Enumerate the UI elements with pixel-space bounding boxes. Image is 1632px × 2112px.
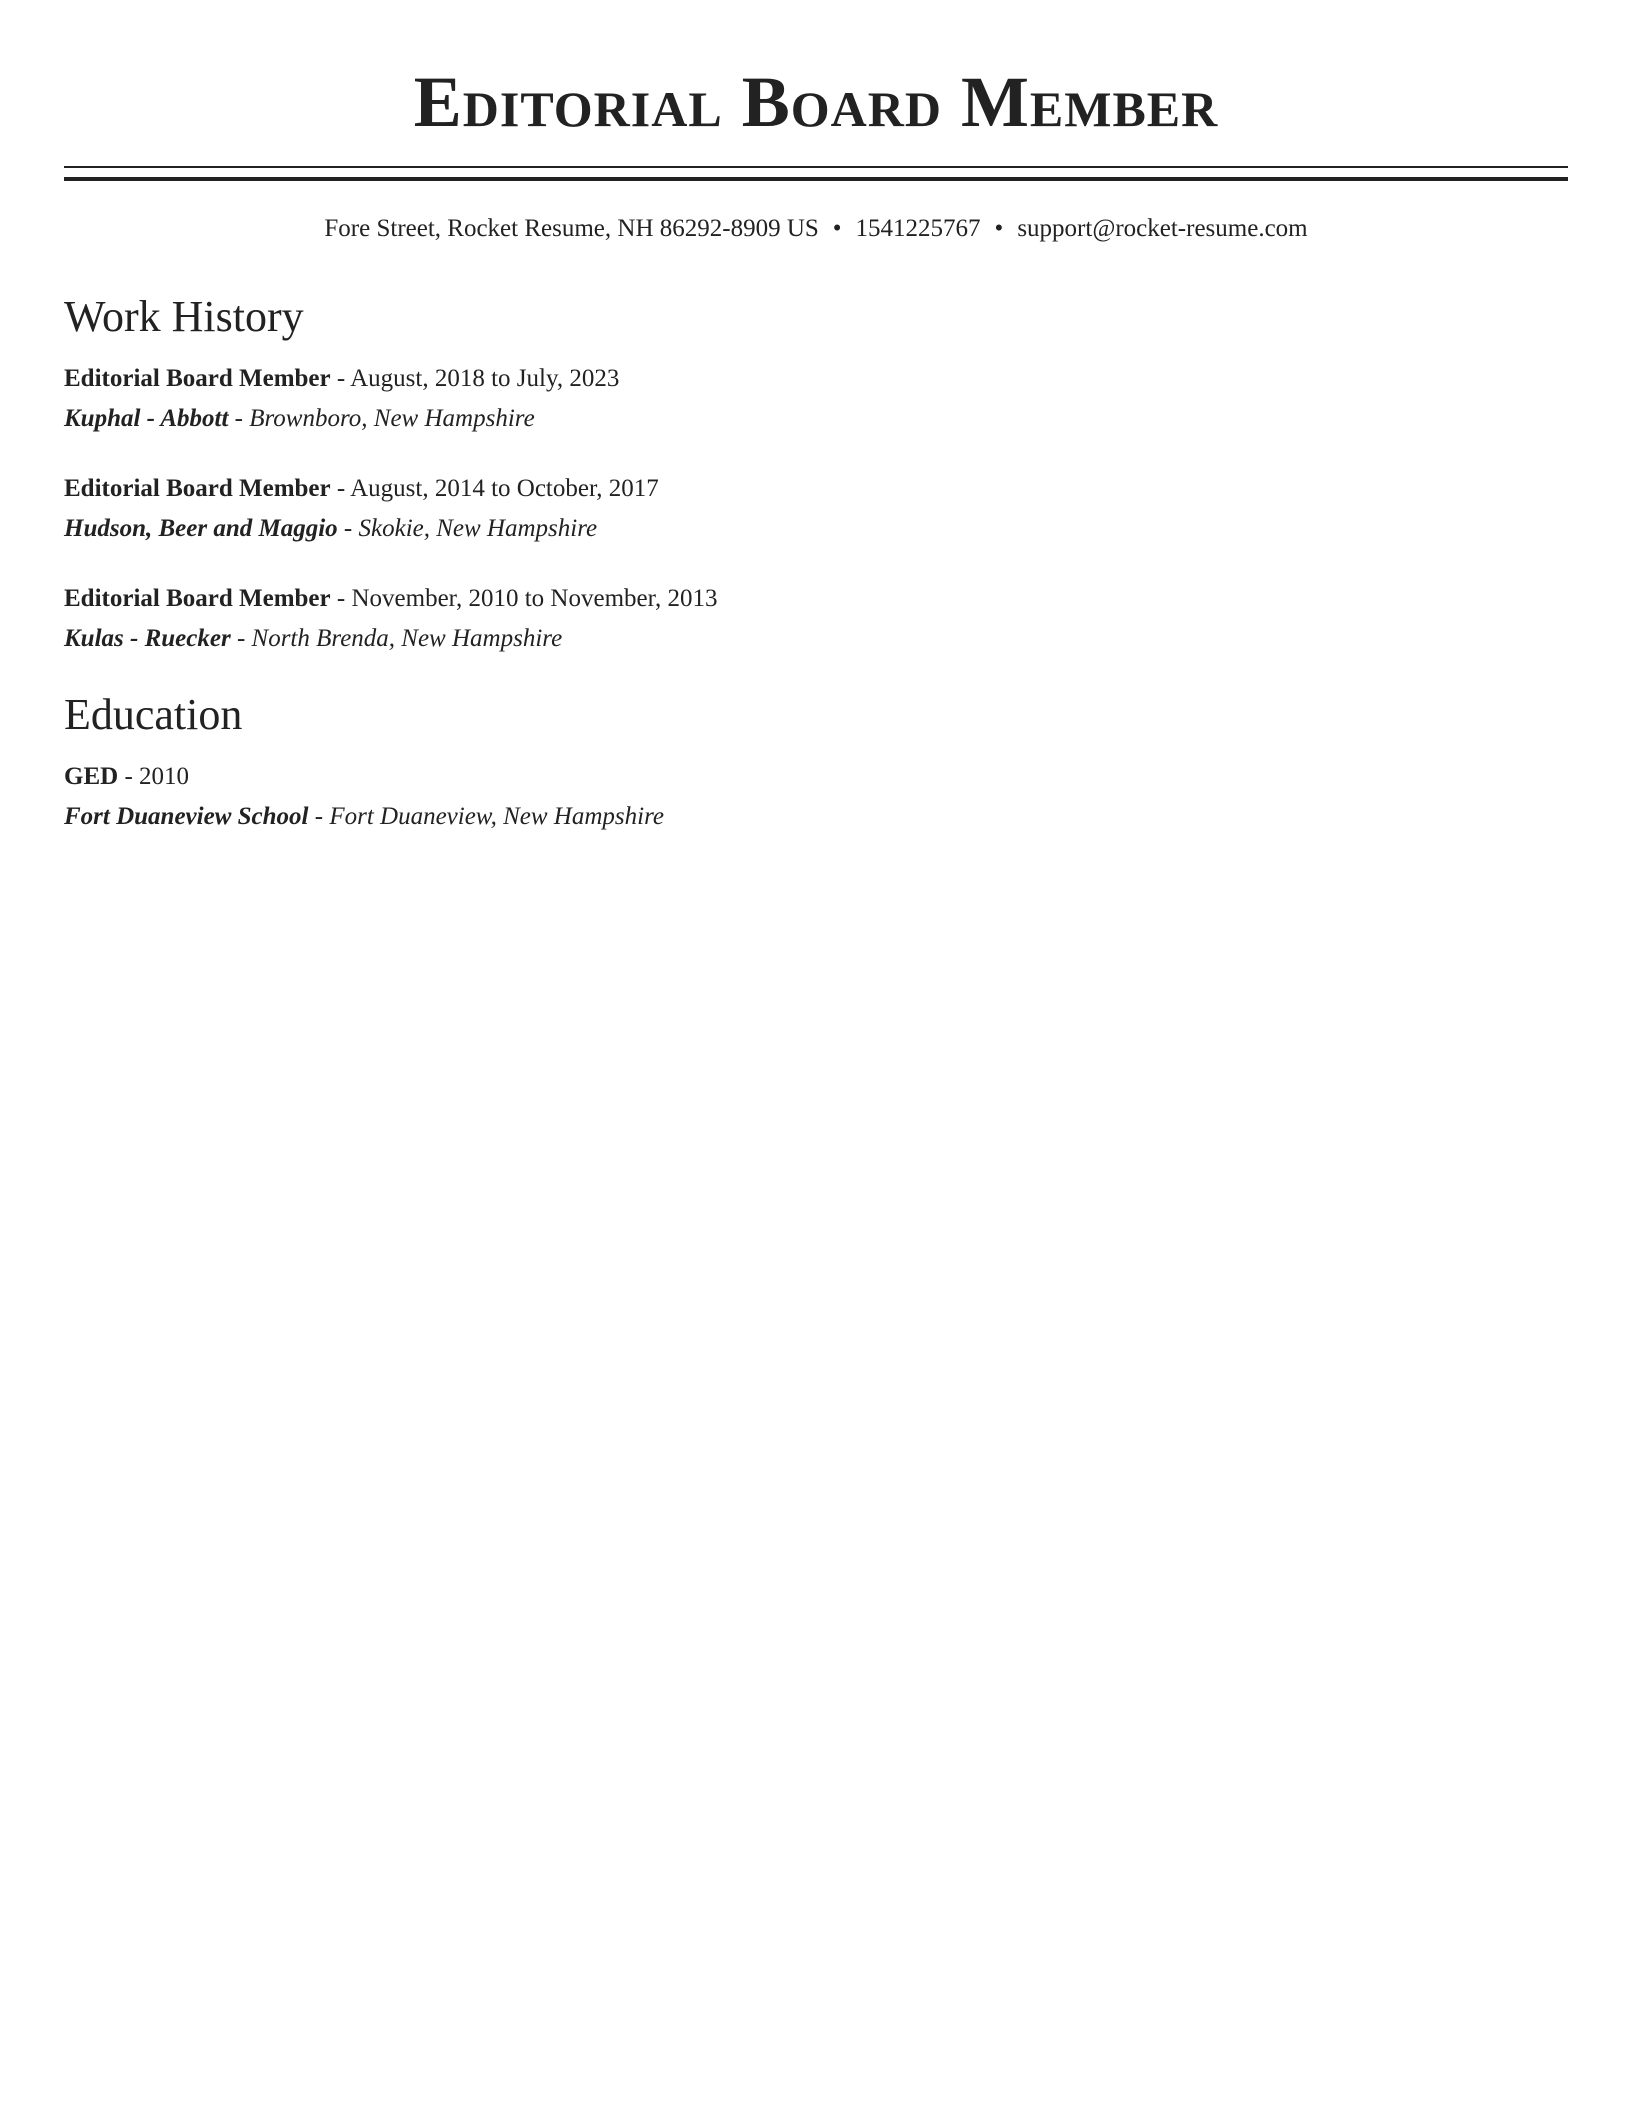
education-entry <box>64 757 1568 837</box>
work-entry-title-line <box>64 359 1568 399</box>
school-name: Fort Duaneview School <box>64 803 309 830</box>
school-location: Fort Duaneview, New Hampshire <box>329 803 664 830</box>
work-entry-org-line <box>64 619 1568 659</box>
dash: - <box>124 763 133 790</box>
contact-address: Fore Street, Rocket Resume, NH 86292-8909 US <box>324 215 819 242</box>
resume-title: Editorial Board Member <box>413 62 1219 142</box>
job-role: Editorial Board Member <box>64 365 331 392</box>
work-entry-org-line <box>64 399 1568 439</box>
dash: - <box>236 625 246 652</box>
company-name: Kulas - Ruecker <box>64 625 231 652</box>
dash: - <box>336 585 346 612</box>
dash: - <box>234 405 243 432</box>
work-entry <box>64 469 1568 549</box>
company-location: Skokie, New Hampshire <box>358 515 598 542</box>
education-entry-school-line <box>64 797 1568 837</box>
job-dates: August, 2018 to July, 2023 <box>350 365 620 392</box>
dash: - <box>336 475 346 502</box>
contact-separator: • <box>994 215 1004 242</box>
graduation-year: 2010 <box>139 763 190 790</box>
title-double-rule <box>64 166 1568 181</box>
contact-email: support@rocket-resume.com <box>1017 215 1308 242</box>
work-entry-org-line <box>64 509 1568 549</box>
contact-separator: • <box>832 215 842 242</box>
job-dates: August, 2014 to October, 2017 <box>350 475 659 502</box>
work-entry-title-line <box>64 579 1568 619</box>
contact-phone: 1541225767 <box>855 215 981 242</box>
work-entry-title-line <box>64 469 1568 509</box>
degree: GED <box>64 763 119 790</box>
company-name: Kuphal - Abbott <box>64 405 229 432</box>
company-location: North Brenda, New Hampshire <box>251 625 563 652</box>
company-location: Brownboro, New Hampshire <box>249 405 535 432</box>
work-history-heading: Work History <box>64 292 304 341</box>
job-dates: November, 2010 to November, 2013 <box>351 585 718 612</box>
dash: - <box>336 365 346 392</box>
dash: - <box>343 515 353 542</box>
job-role: Editorial Board Member <box>64 475 331 502</box>
work-entry <box>64 579 1568 659</box>
contact-line <box>64 211 1568 247</box>
education-heading: Education <box>64 690 243 739</box>
job-role: Editorial Board Member <box>64 585 331 612</box>
company-name: Hudson, Beer and Maggio <box>64 515 338 542</box>
work-entry <box>64 359 1568 439</box>
education-entry-title-line <box>64 757 1568 797</box>
dash: - <box>314 803 324 830</box>
